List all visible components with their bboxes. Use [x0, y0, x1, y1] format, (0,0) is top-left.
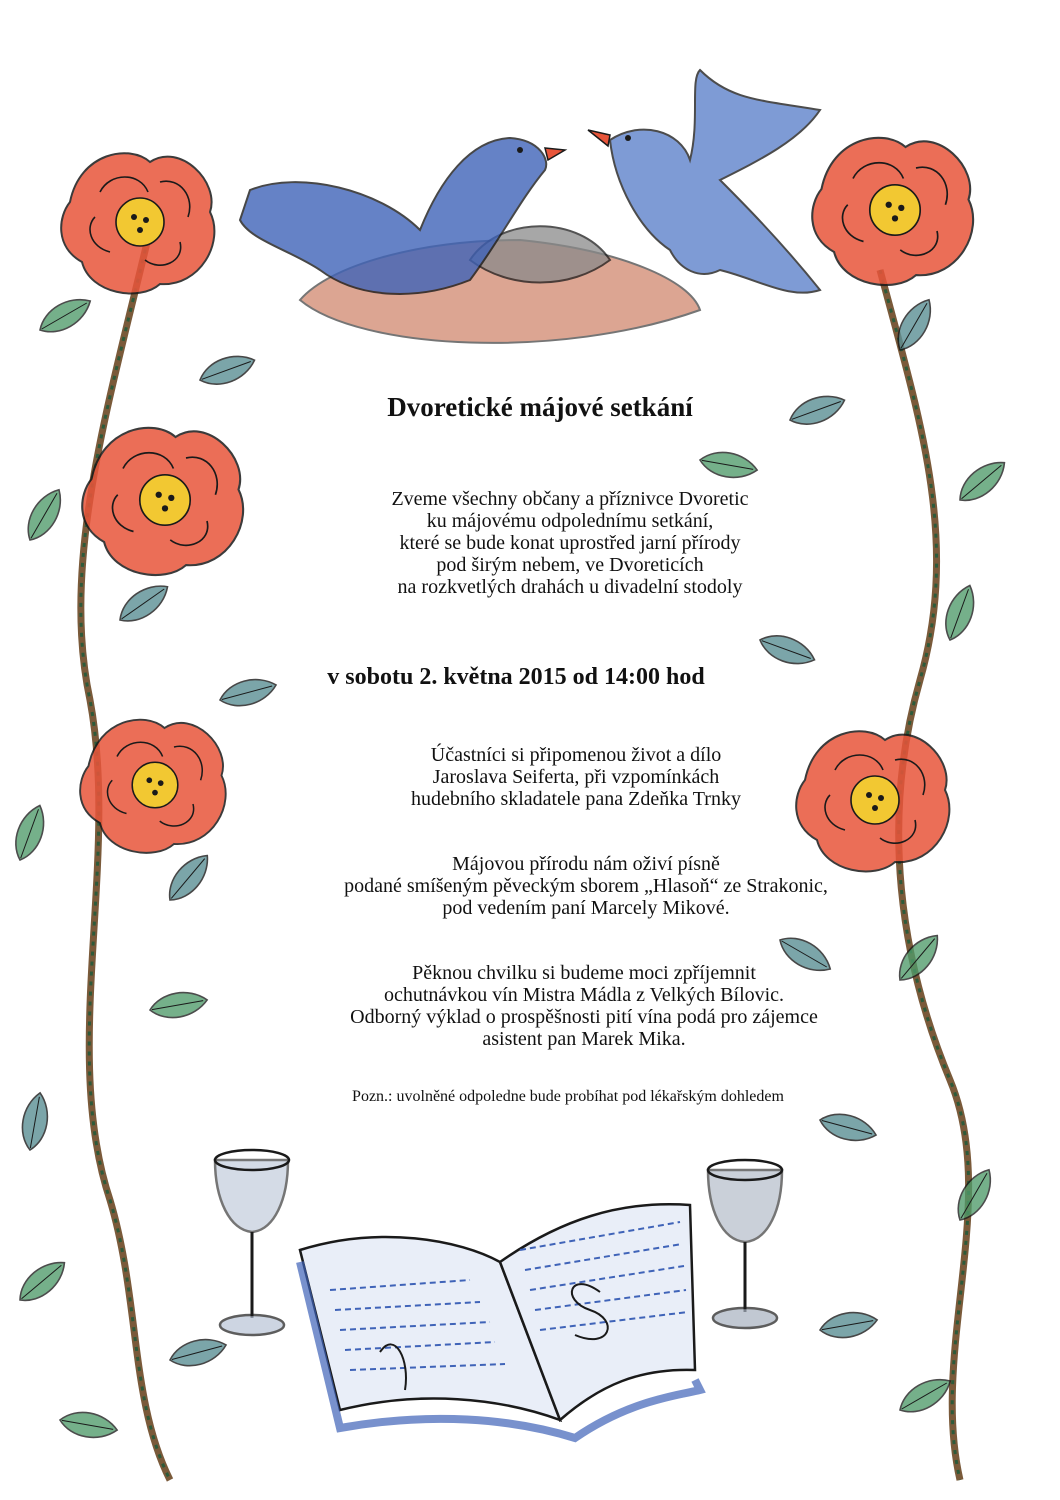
intro-line: ku májovému odpolednímu setkání, — [426, 510, 714, 532]
paragraph-line: Pěknou chvilku si budeme moci zpříjemnit — [412, 962, 756, 984]
paragraph-line: Jaroslava Seiferta, při vzpomínkách — [432, 766, 720, 788]
wine-paragraph — [54, 962, 1060, 1050]
paragraph-line: asistent pan Marek Mika. — [482, 1028, 686, 1050]
paragraph-line: podané smíšeným pěveckým sborem „Hlasoň“ ze Strakonic, — [344, 875, 828, 897]
intro-line: které se bude konat uprostřed jarní přírody — [399, 532, 741, 554]
event-date: v sobotu 2. května 2015 od 14:00 hod — [327, 664, 705, 690]
paragraph-line: Odborný výklad o prospěšnosti pití vína podá pro zájemce — [350, 1006, 818, 1028]
paragraph-line: ochutnávkou vín Mistra Mádla z Velkých Bílovic. — [383, 984, 785, 1006]
intro-line: Zveme všechny občany a příznivce Dvoretic — [391, 488, 749, 510]
paragraph-line: hudebního skladatele pana Zdeňka Trnky — [411, 788, 741, 810]
paragraph-line: pod vedením paní Marcely Mikové. — [442, 897, 730, 919]
birds-and-nest — [240, 70, 820, 343]
intro-line: pod širým nebem, ve Dvoreticích — [436, 554, 704, 576]
open-book — [300, 1204, 700, 1438]
intro-paragraph — [40, 488, 1060, 598]
wine-glass-left — [215, 1150, 289, 1335]
paragraph-line: Májovou přírodu nám oživí písně — [452, 853, 720, 875]
event-title: Dvoretické májové setkání — [387, 392, 693, 422]
seifert-paragraph — [46, 744, 1060, 810]
choir-paragraph — [56, 853, 1060, 919]
intro-line: na rozkvetlých drahách u divadelní stodoly — [397, 576, 743, 598]
paragraph-line: Účastníci si připomenou život a dílo — [430, 744, 722, 766]
rose-top-left — [61, 153, 214, 293]
footnote: Pozn.: uvolněné odpoledne bude probíhat pod lékařským dohledem — [352, 1088, 784, 1105]
wine-glass-right — [708, 1160, 782, 1328]
rose-top-right — [812, 138, 973, 285]
